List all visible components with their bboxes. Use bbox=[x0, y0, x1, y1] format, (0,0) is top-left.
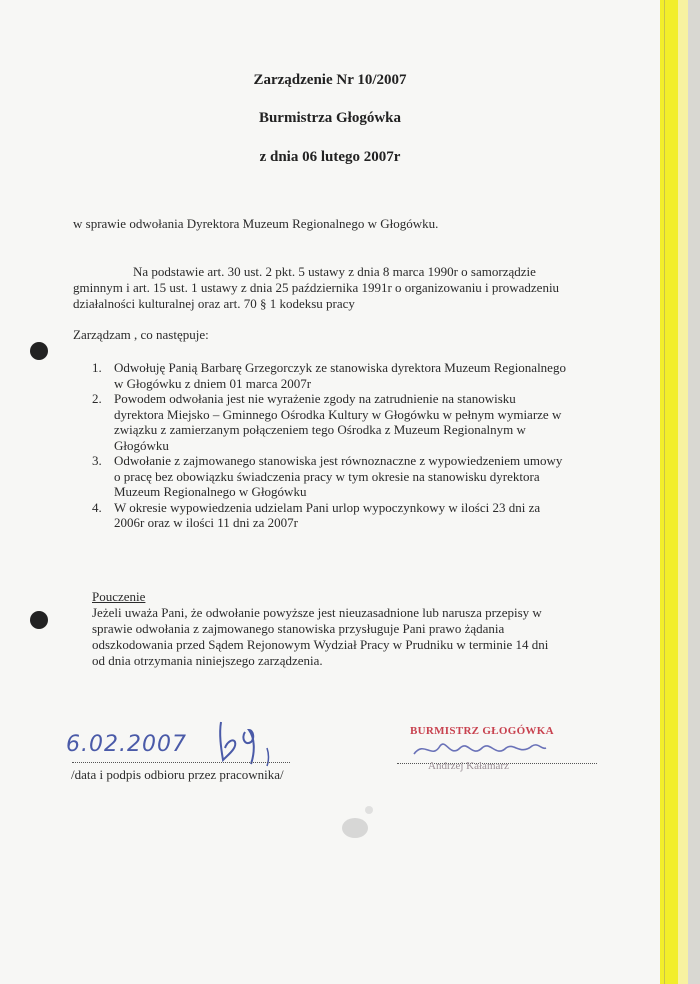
list-item-number: 2. bbox=[92, 391, 102, 406]
notice-block bbox=[92, 589, 612, 669]
list-item bbox=[92, 360, 622, 391]
document-title: Zarządzenie Nr 10/2007 bbox=[253, 72, 407, 88]
list-item bbox=[92, 453, 622, 500]
decision-list bbox=[92, 360, 622, 531]
page-edge-yellow-light bbox=[678, 0, 688, 984]
smudge-mark bbox=[342, 818, 368, 838]
list-item bbox=[92, 500, 622, 531]
basis-line-1: Na podstawie art. 30 ust. 2 pkt. 5 ustawy z dnia 8 marca 1990r o samorządzie bbox=[133, 264, 536, 279]
document-date: z dnia 06 lutego 2007r bbox=[259, 149, 401, 165]
punch-hole-bottom bbox=[30, 611, 48, 629]
employee-signature-icon bbox=[215, 718, 285, 768]
list-item-line: związku z zamierzanym połączeniem tego Ośrodka z Muzeum Regionalnym w bbox=[114, 422, 526, 437]
list-item bbox=[92, 391, 622, 453]
page-edge-shadow bbox=[688, 0, 700, 984]
list-item-line: 2006r oraz w ilości 11 dni za 2007r bbox=[114, 515, 298, 530]
subject-line: w sprawie odwołania Dyrektora Muzeum Regionalnego w Głogówku. bbox=[73, 216, 439, 231]
notice-line: Jeżeli uważa Pani, że odwołanie powyższe jest nieuzasadnione lub narusza przepisy w bbox=[92, 605, 542, 620]
page-edge-line bbox=[664, 0, 665, 984]
list-item-line: Odwołanie z zajmowanego stanowiska jest równoznaczne z wypowiedzeniem umowy bbox=[114, 453, 563, 468]
smudge-mark bbox=[365, 806, 373, 814]
list-item-line: Muzeum Regionalnego w Głogówku bbox=[114, 484, 307, 499]
page-edge-yellow bbox=[660, 0, 678, 984]
list-item-line: o pracę bez obowiązku świadczenia pracy w tym okresie na stanowisku dyrektora bbox=[114, 468, 540, 484]
mayor-stamp-name: Andrzej Kałamarz bbox=[428, 760, 509, 772]
notice-line: odszkodowania przed Sądem Rejonowym Wydział Pracy w Prudniku w terminie 14 dni bbox=[92, 637, 549, 652]
list-item-line: dyrektora Miejsko – Gminnego Ośrodka Kultury w Głogówku w pełnym wymiarze w bbox=[114, 406, 562, 422]
list-item-number: 3. bbox=[92, 453, 102, 468]
punch-hole-top bbox=[30, 342, 48, 360]
signature-caption: /data i podpis odbioru przez pracownika/ bbox=[71, 767, 284, 782]
list-item-number: 1. bbox=[92, 360, 102, 375]
list-item-number: 4. bbox=[92, 499, 102, 515]
list-item-line: Głogówku bbox=[114, 437, 169, 453]
list-item-line: w Głogówku z dniem 01 marca 2007r bbox=[114, 375, 312, 391]
basis-line-2: gminnym i art. 15 ust. 1 ustawy z dnia 25 października 1991r o organizowaniu i prowadzeniu bbox=[73, 280, 560, 295]
intro-line: Zarządzam , co następuje: bbox=[73, 327, 209, 342]
handwritten-date: 6.02.2007 bbox=[66, 732, 187, 757]
notice-line: od dnia otrzymania niniejszego zarządzenia. bbox=[92, 653, 323, 668]
list-item-line: W okresie wypowiedzenia udzielam Pani urlop wypoczynkowy w ilości 23 dni za bbox=[114, 499, 541, 515]
list-item-line: Powodem odwołania jest nie wyrażenie zgody na zatrudnienie na stanowisku bbox=[114, 391, 516, 406]
mayor-stamp-title: BURMISTRZ GŁOGÓWKA bbox=[410, 725, 554, 737]
employee-signature-line bbox=[72, 762, 290, 763]
notice-line: sprawie odwołania z zajmowanego stanowiska przysługuje Pani prawo żądania bbox=[92, 621, 505, 636]
mayor-signature-icon bbox=[410, 736, 550, 762]
document-issuer: Burmistrza Głogówka bbox=[258, 110, 402, 126]
list-item-line: Odwołuję Panią Barbarę Grzegorczyk ze stanowiska dyrektora Muzeum Regionalnego bbox=[114, 360, 566, 375]
notice-title: Pouczenie bbox=[92, 589, 146, 604]
basis-line-3: działalności kulturalnej oraz art. 70 § 1 kodeksu pracy bbox=[73, 296, 355, 311]
